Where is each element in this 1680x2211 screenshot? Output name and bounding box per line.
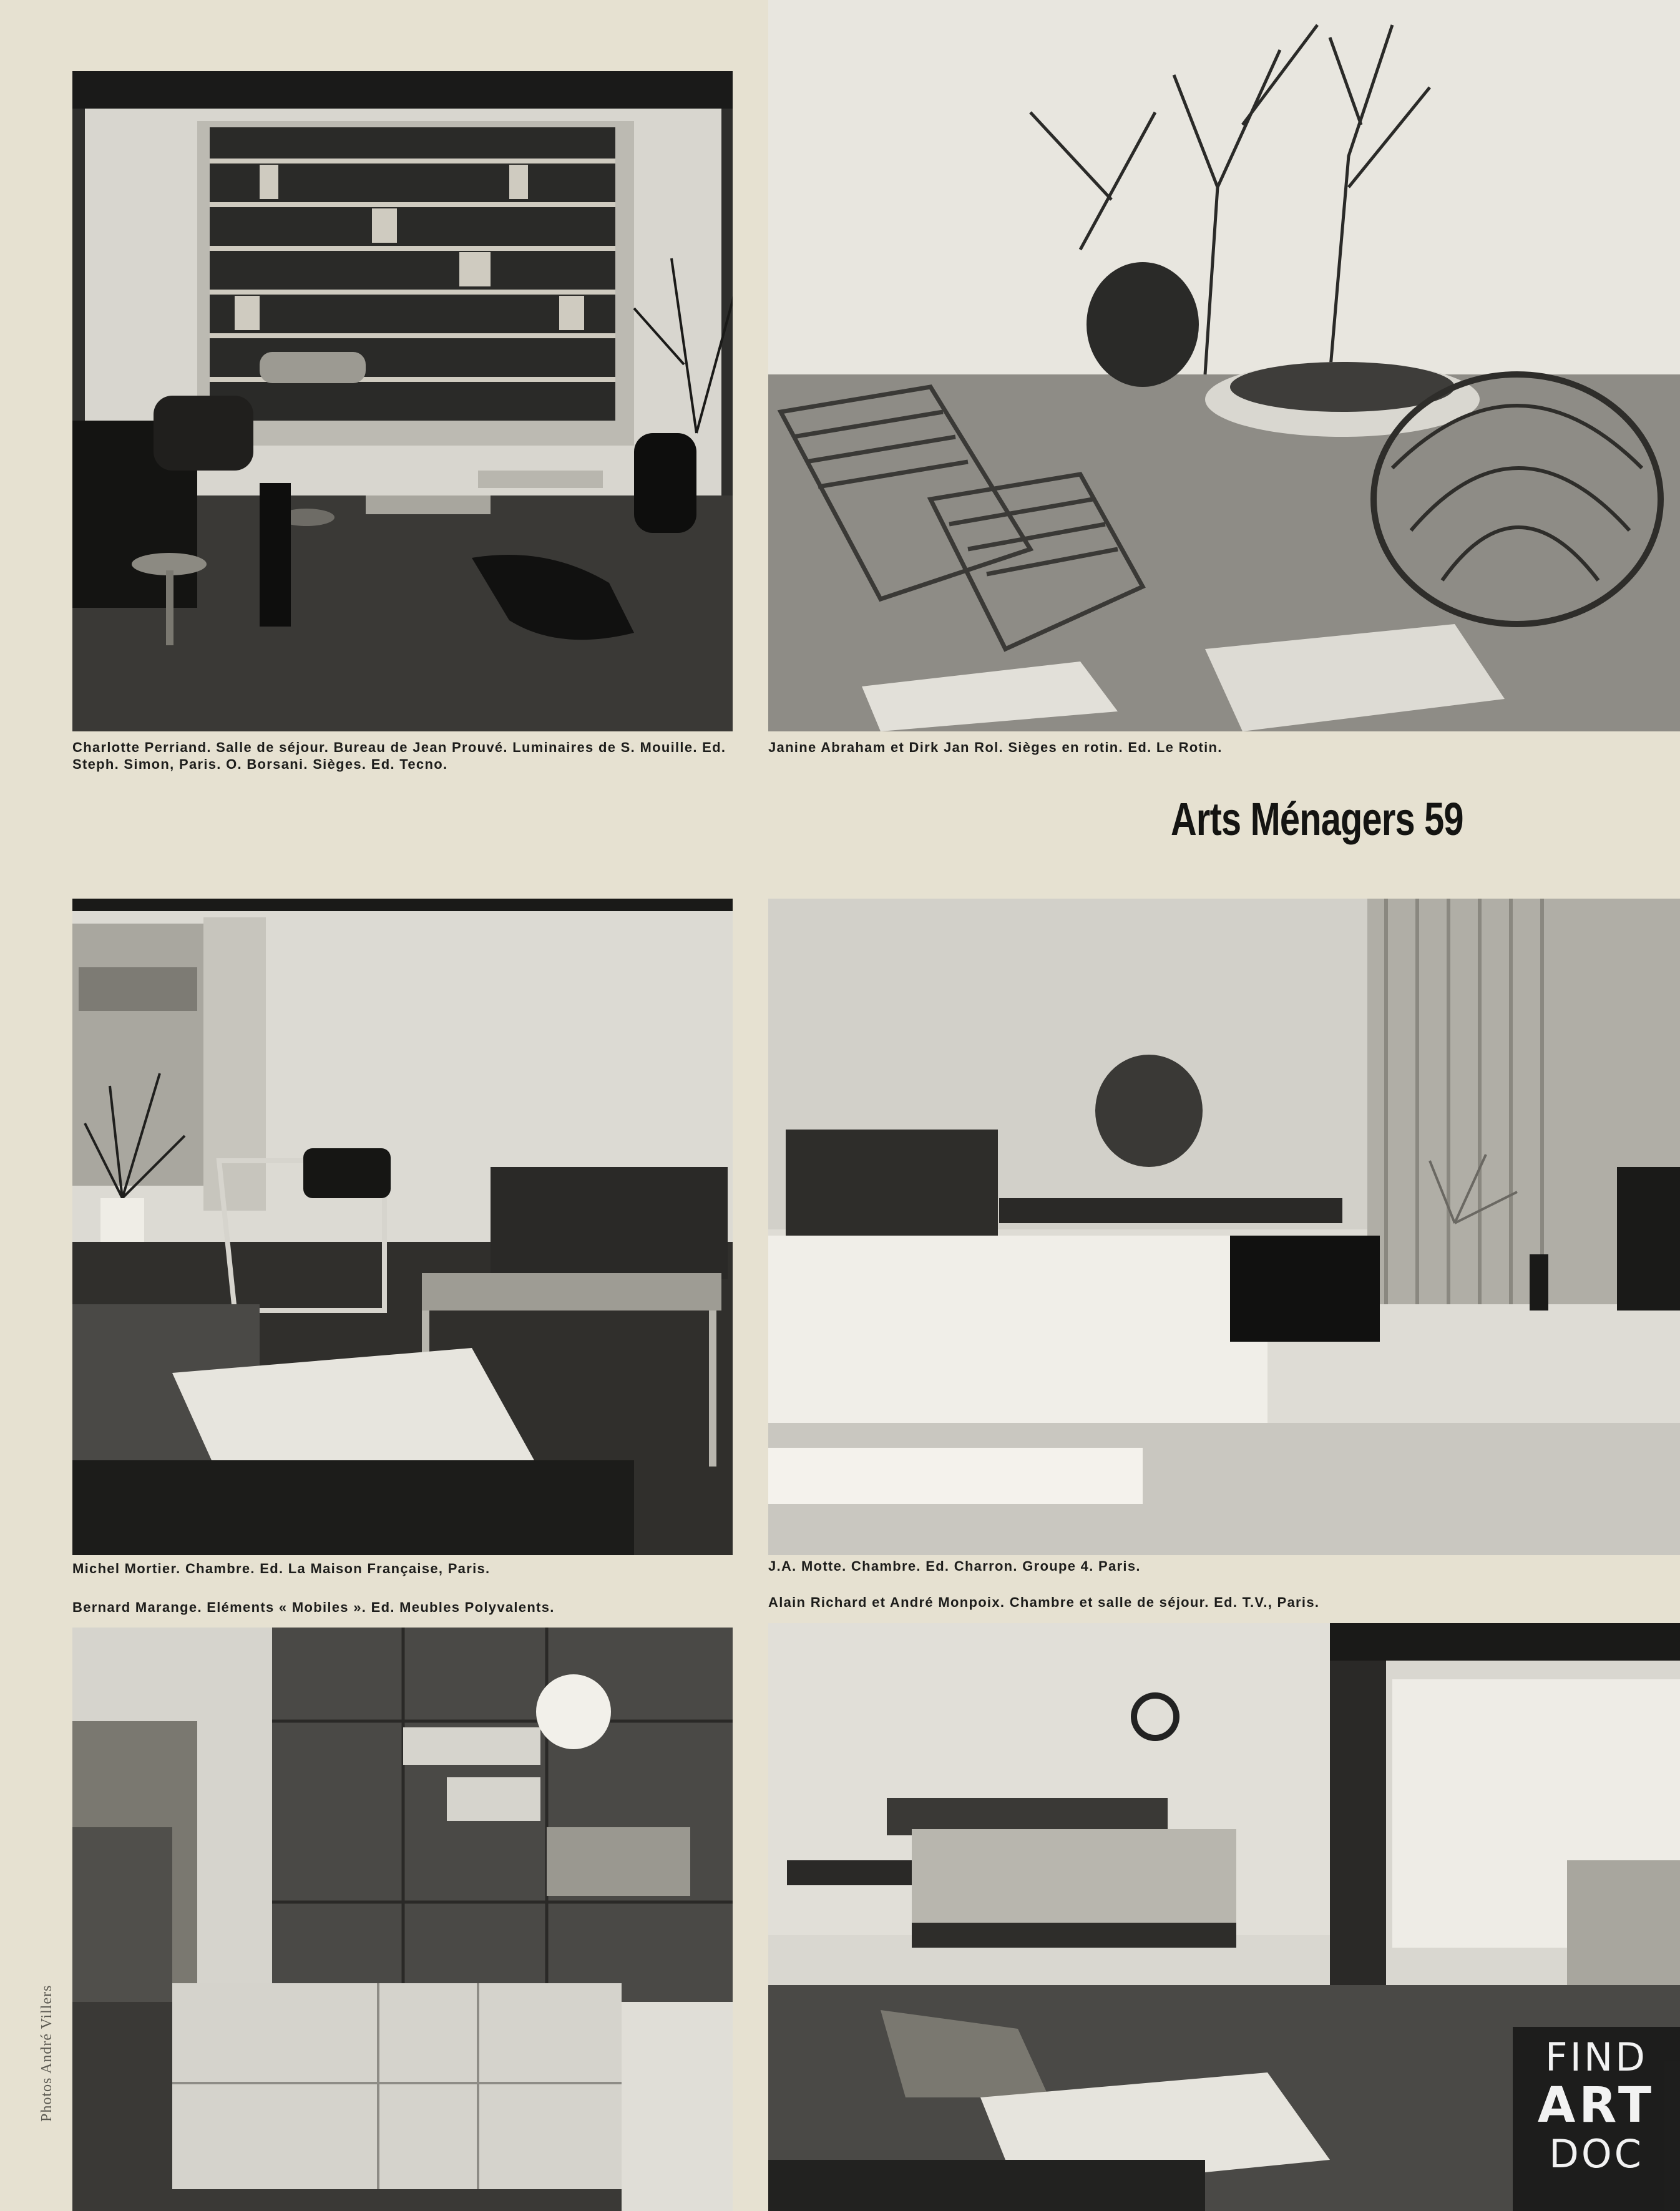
page-title: Arts Ménagers 59 bbox=[1171, 793, 1463, 845]
watermark-line-1: FIND bbox=[1545, 2034, 1648, 2080]
photo-motte-bedroom bbox=[768, 899, 1680, 1555]
photo-rattan-seats bbox=[768, 0, 1680, 731]
photo-marange-elements bbox=[72, 1628, 733, 2211]
watermark-line-3: DOC bbox=[1549, 2131, 1644, 2177]
caption-abraham-rol: Janine Abraham et Dirk Jan Rol. Sièges en rotin. Ed. Le Rotin. bbox=[768, 739, 1223, 755]
findartdoc-watermark bbox=[1513, 2027, 1680, 2211]
photo-perriand-living-room bbox=[72, 71, 733, 731]
watermark-line-2: ART bbox=[1537, 2077, 1656, 2134]
photo-mortier-bedroom bbox=[72, 899, 733, 1555]
caption-marange: Bernard Marange. Eléments « Mobiles ». Ed. Meubles Polyvalents. bbox=[72, 1599, 555, 1615]
caption-motte: J.A. Motte. Chambre. Ed. Charron. Groupe 4. Paris. bbox=[768, 1558, 1141, 1574]
caption-mortier: Michel Mortier. Chambre. Ed. La Maison Française, Paris. bbox=[72, 1561, 491, 1576]
caption-perriand: Charlotte Perriand. Salle de séjour. Bureau de Jean Prouvé. Luminaires de S. Mouille. Ed. Steph. Simon, Paris. O. Borsani. Sièges. Ed. Tecno. bbox=[72, 739, 726, 772]
photo-credit: Photos André Villers bbox=[39, 1984, 55, 2122]
caption-richard-monpoix: Alain Richard et André Monpoix. Chambre et salle de séjour. Ed. T.V., Paris. bbox=[768, 1594, 1320, 1610]
